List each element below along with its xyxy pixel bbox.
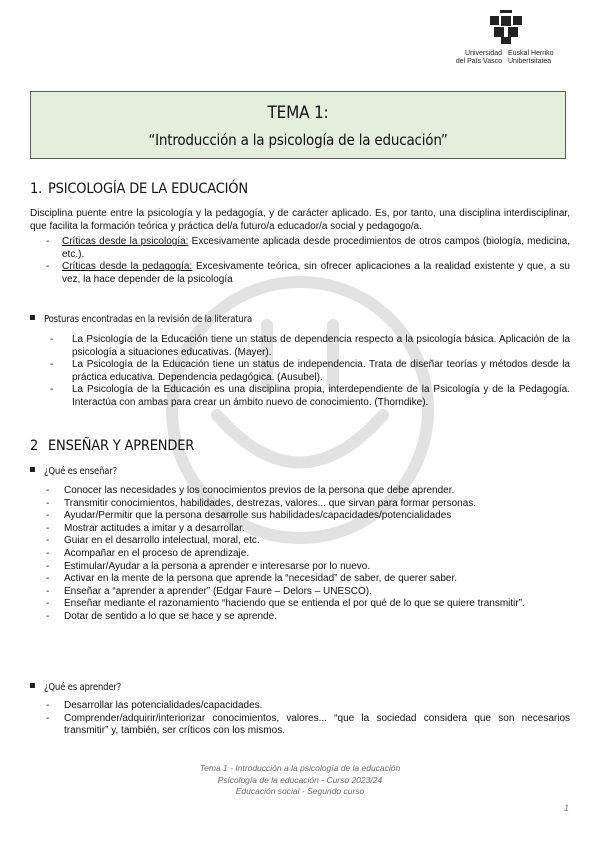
learn-heading: ¿Qué es aprender? (30, 681, 570, 694)
logo-text-spanish: Universidad del País Vasco (455, 50, 502, 65)
section-1-intro: Disciplina puente entre la psicología y la pedagogía, y de carácter aplicado. Es, por tanto, una disciplina interdisciplinar, que facilita la formación teórica y práctica del/a futuro/a educador/a social y pedagogo/a. (30, 208, 570, 232)
list-item: - Enseñar mediante el razonamiento “haciendo que se entienda el por qué de lo que se quiere transmitir”. (46, 598, 525, 610)
learn-list (30, 700, 570, 738)
list-item: - Acompañar en el proceso de aprendizaje. (46, 547, 250, 559)
title-box (30, 91, 566, 159)
section-1-heading: 1. PSICOLOGÍA DE LA EDUCACIÓN (30, 181, 248, 197)
list-item: - Dotar de sentido a lo que se hace y se aprende. (46, 610, 277, 622)
page-footer: Tema 1 - Introducción a la psicología de la educación Psicología de la educación - Curso 2023/24 Educación social - Segundo curso (199, 763, 401, 796)
postures-list (30, 334, 570, 410)
list-item: - La Psicología de la Educación es una disciplina propia, interdependiente de la Psicología y de la Pedagogía. Interactúa con ambas para crear un ámbito nuevo de conocimiento. (Thorndike). (50, 384, 570, 408)
list-item: - Enseñar a “aprender a aprender” (Edgar Faure – Delors – UNESCO). (46, 585, 372, 597)
page-number: 1 (564, 803, 570, 813)
list-item: - Mostrar actitudes a imitar y a desarrollar. (46, 522, 245, 534)
list-item: - Guiar en el desarrollo intelectual, moral, etc. (46, 535, 260, 547)
teach-list (30, 485, 570, 624)
list-item: - Ayudar/Permitir que la persona desarrolle sus habilidades/capacidades/potencialidades (46, 510, 452, 522)
list-item: - Desarrollar las potencialidades/capacidades. (46, 700, 263, 711)
university-logo (440, 10, 570, 72)
list-item: - Críticas desde la pedagogía: Excesivamente teórica, sin ofrecer aplicaciones a la realidad existente y que, a su vez, la hace depender de la psicología (46, 261, 570, 285)
list-item: - Críticas desde la psicología: Excesivamente aplicada desde procedimientos de otros campos (biología, medicina, etc.). (46, 236, 570, 260)
square-bullet-icon (30, 683, 35, 688)
critics-list (30, 236, 570, 286)
list-item: - Estimular/Ayudar a la persona a aprender e interesarse por lo nuevo. (46, 560, 371, 572)
section-2-heading: 2 ENSEÑAR Y APRENDER (30, 438, 195, 454)
teach-heading: ¿Qué es enseñar? (30, 465, 570, 478)
list-item: - Comprender/adquirir/interiorizar conocimientos, valores... “que la sociedad considera que son necesarios transmitir” y, también, ser críticos con los mismos. (46, 712, 570, 737)
title-topic: TEMA 1: (267, 103, 329, 123)
university-emblem-icon (488, 10, 524, 44)
list-item: - Transmitir conocimientos, habilidades, destrezas, valores... que sirvan para formar personas. (46, 497, 477, 509)
list-item: - Conocer las necesidades y los conocimientos previos de la persona que debe aprender. (46, 485, 455, 496)
logo-text-basque: Euskal Herriko Unibertsitatea (508, 50, 554, 65)
square-bullet-icon (30, 315, 35, 320)
list-item: - La Psicología de la Educación tiene un status de independencia. Trata de diseñar teorías y métodos desde la práctica educativa. Dependencia pedagógica. (Ausubel). (50, 359, 570, 383)
list-item: - La Psicología de la Educación tiene un status de dependencia respecto a la psicología básica. Aplicación de la psicología a situaciones educativas. (Mayer). (50, 334, 570, 358)
title-subject: “Introducción a la psicología de la educación” (148, 131, 448, 149)
square-bullet-icon (30, 467, 35, 472)
postures-heading: Posturas encontradas en la revisión de la literatura (30, 313, 570, 326)
list-item: - Activar en la mente de la persona que aprende la “necesidad” de saber, de querer saber. (46, 573, 458, 585)
